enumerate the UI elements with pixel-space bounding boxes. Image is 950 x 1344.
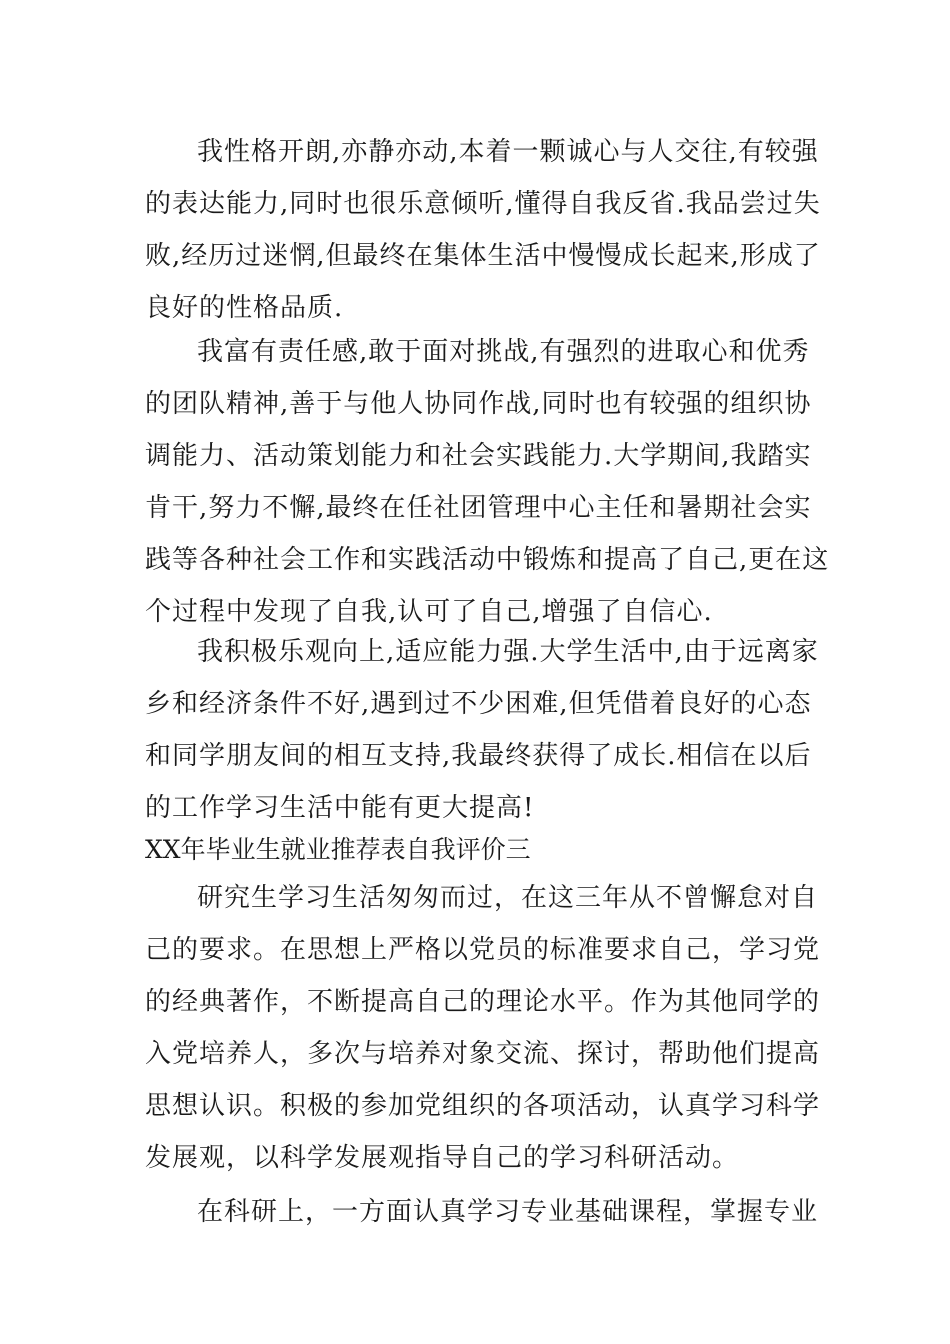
section-heading: XX年毕业生就业推荐表自我评价三	[145, 835, 531, 864]
paragraph-4-line-3: 的经典著作，不断提高自己的理论水平。作为其他同学的	[145, 987, 821, 1017]
paragraph-3-line-3: 和同学朋友间的相互支持,我最终获得了成长.相信在以后	[145, 741, 812, 771]
paragraph-1-line-3: 败,经历过迷惘,但最终在集体生活中慢慢成长起来,形成了	[145, 241, 821, 271]
paragraph-3-line-1: 我积极乐观向上,适应能力强.大学生活中,由于远离家	[197, 637, 819, 667]
paragraph-2-line-4: 肯干,努力不懈,最终在任社团管理中心主任和暑期社会实	[145, 493, 812, 523]
paragraph-4-line-5: 思想认识。积极的参加党组织的各项活动，认真学习科学	[145, 1091, 821, 1121]
paragraph-1-line-1: 我性格开朗,亦静亦动,本着一颗诚心与人交往,有较强	[197, 137, 819, 167]
paragraph-2-line-1: 我富有责任感,敢于面对挑战,有强烈的进取心和优秀	[197, 337, 810, 367]
paragraph-4-line-4: 入党培养人，多次与培养对象交流、探讨，帮助他们提高	[145, 1039, 821, 1069]
paragraph-1-line-4: 良好的性格品质.	[145, 293, 344, 323]
paragraph-1-line-2: 的表达能力,同时也很乐意倾听,懂得自我反省.我品尝过失	[145, 189, 821, 219]
paragraph-2-line-3: 调能力、活动策划能力和社会实践能力.大学期间,我踏实	[145, 441, 812, 471]
paragraph-2-line-2: 的团队精神,善于与他人协同作战,同时也有较强的组织协	[145, 389, 812, 419]
paragraph-4-line-1: 研究生学习生活匆匆而过，在这三年从不曾懈怠对自	[197, 883, 819, 913]
paragraph-2-line-5: 践等各种社会工作和实践活动中锻炼和提高了自己,更在这	[145, 545, 830, 575]
paragraph-3-line-2: 乡和经济条件不好,遇到过不少困难,但凭借着良好的心态	[145, 689, 812, 719]
paragraph-4-line-2: 己的要求。在思想上严格以党员的标准要求自己，学习党	[145, 935, 821, 965]
paragraph-5-line-1: 在科研上，一方面认真学习专业基础课程，掌握专业	[197, 1197, 819, 1227]
paragraph-2-line-6: 个过程中发现了自我,认可了自己,增强了自信心.	[145, 597, 713, 627]
paragraph-4-line-6: 发展观，以科学发展观指导自己的学习科研活动。	[145, 1143, 740, 1173]
paragraph-3-line-4: 的工作学习生活中能有更大提高!	[145, 793, 535, 823]
